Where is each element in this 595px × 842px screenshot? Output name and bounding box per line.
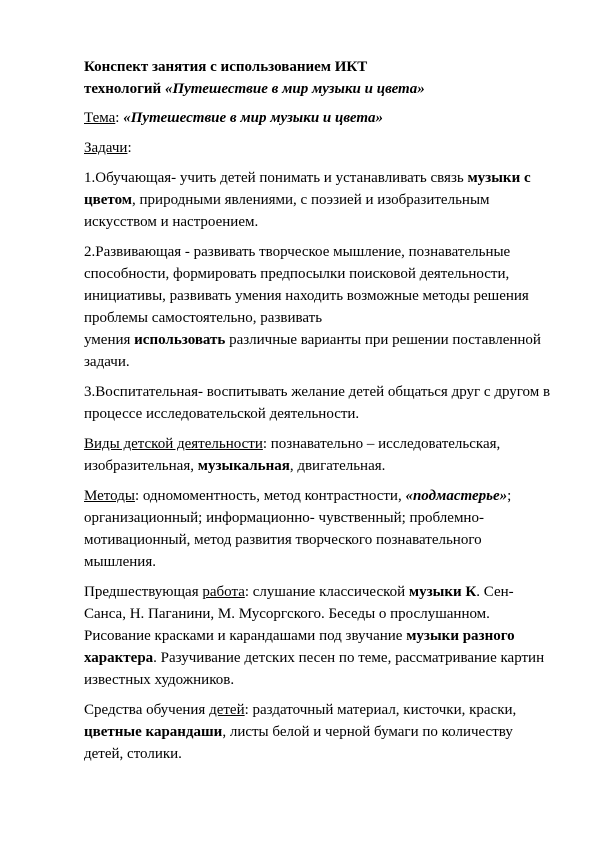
means-bold: цветные карандаши [84,724,223,740]
prior-prefix: Предшествующая [84,584,203,600]
methods-text-end: ; организационный; информационно- чувственный; проблемно-мотивационный, метод развития творческого познавательного мышления. [84,488,512,570]
title-italic: «Путешествие в мир музыки и цвета» [164,81,425,97]
task2-text-end: различные варианты при решении поставленной задачи. [84,332,541,370]
document-title-line1: Конспект занятия с использованием ИКТ [84,59,368,75]
activities-label: Виды детской деятельности [84,436,263,452]
document-page [84,56,552,773]
methods-italic: «подмастерье» [405,488,508,504]
prior-bold-1: музыки К [408,584,477,600]
activities-text: : познавательно – исследовательская, изобразительная, [84,436,501,474]
task2-text: 2.Развивающая - развивать творческое мышление, познавательные способности, формировать предпосылки поисковой деятельности, инициативы, развивать умения находить возможные методы решения проблемы самостоятельно, развивать [84,244,529,326]
topic-colon: : [115,110,124,126]
means-text-end: , листы белой и черной бумаги по количеству детей, столики. [84,724,513,762]
title-prefix: технологий [84,81,165,97]
means-text: : раздаточный материал, кисточки, краски, [244,702,517,718]
task-2 [84,241,552,373]
task1-bold-color: с цветом [84,170,531,208]
task-3: 3.Воспитательная- воспитывать желание детей общаться друг с другом в процессе исследовательской деятельности. [84,384,551,422]
task1-text: 1.Обучающая- учить детей понимать и устанавливать связь [84,170,468,186]
methods-text: : одномоментность, метод контрастности, [134,488,406,504]
topic-value: «Путешествие в мир музыки и цвета» [123,110,383,126]
tasks-label: Задачи [84,140,128,156]
tasks-colon: : [127,140,132,156]
means-label: детей [209,702,245,718]
task1-text-end: , природными явлениями, с поэзией и изобразительным искусством и настроением. [84,192,490,230]
topic-paragraph [84,107,552,129]
activities-text-end: , двигательная. [289,458,386,474]
prior-text-end: . Разучивание детских песен по теме, рассматривание картин известных художников. [84,650,545,688]
tasks-heading [84,137,552,159]
prior-work-paragraph [84,581,552,691]
task2-text-2: умения [84,332,135,348]
activities-paragraph [84,433,552,477]
prior-text-2: . Сен-Санса, Н. Паганини, М. Мусоргского. Беседы о прослушанном. Рисование красками и карандашами под звучание [84,584,514,644]
topic-label: Тема [84,110,116,126]
prior-text: : слушание классической [244,584,409,600]
task1-bold-music: музыки [467,170,521,186]
prior-label: работа [202,584,245,600]
task2-bold: использовать [134,332,226,348]
document-title-line2 [84,78,552,100]
prior-bold-2: музыки разного характера [84,628,515,666]
means-prefix: Средства обучения [84,702,210,718]
methods-paragraph [84,485,552,573]
activities-bold: музыкальная [197,458,290,474]
means-paragraph [84,699,552,765]
methods-label: Методы [84,488,135,504]
task-1 [84,167,552,233]
